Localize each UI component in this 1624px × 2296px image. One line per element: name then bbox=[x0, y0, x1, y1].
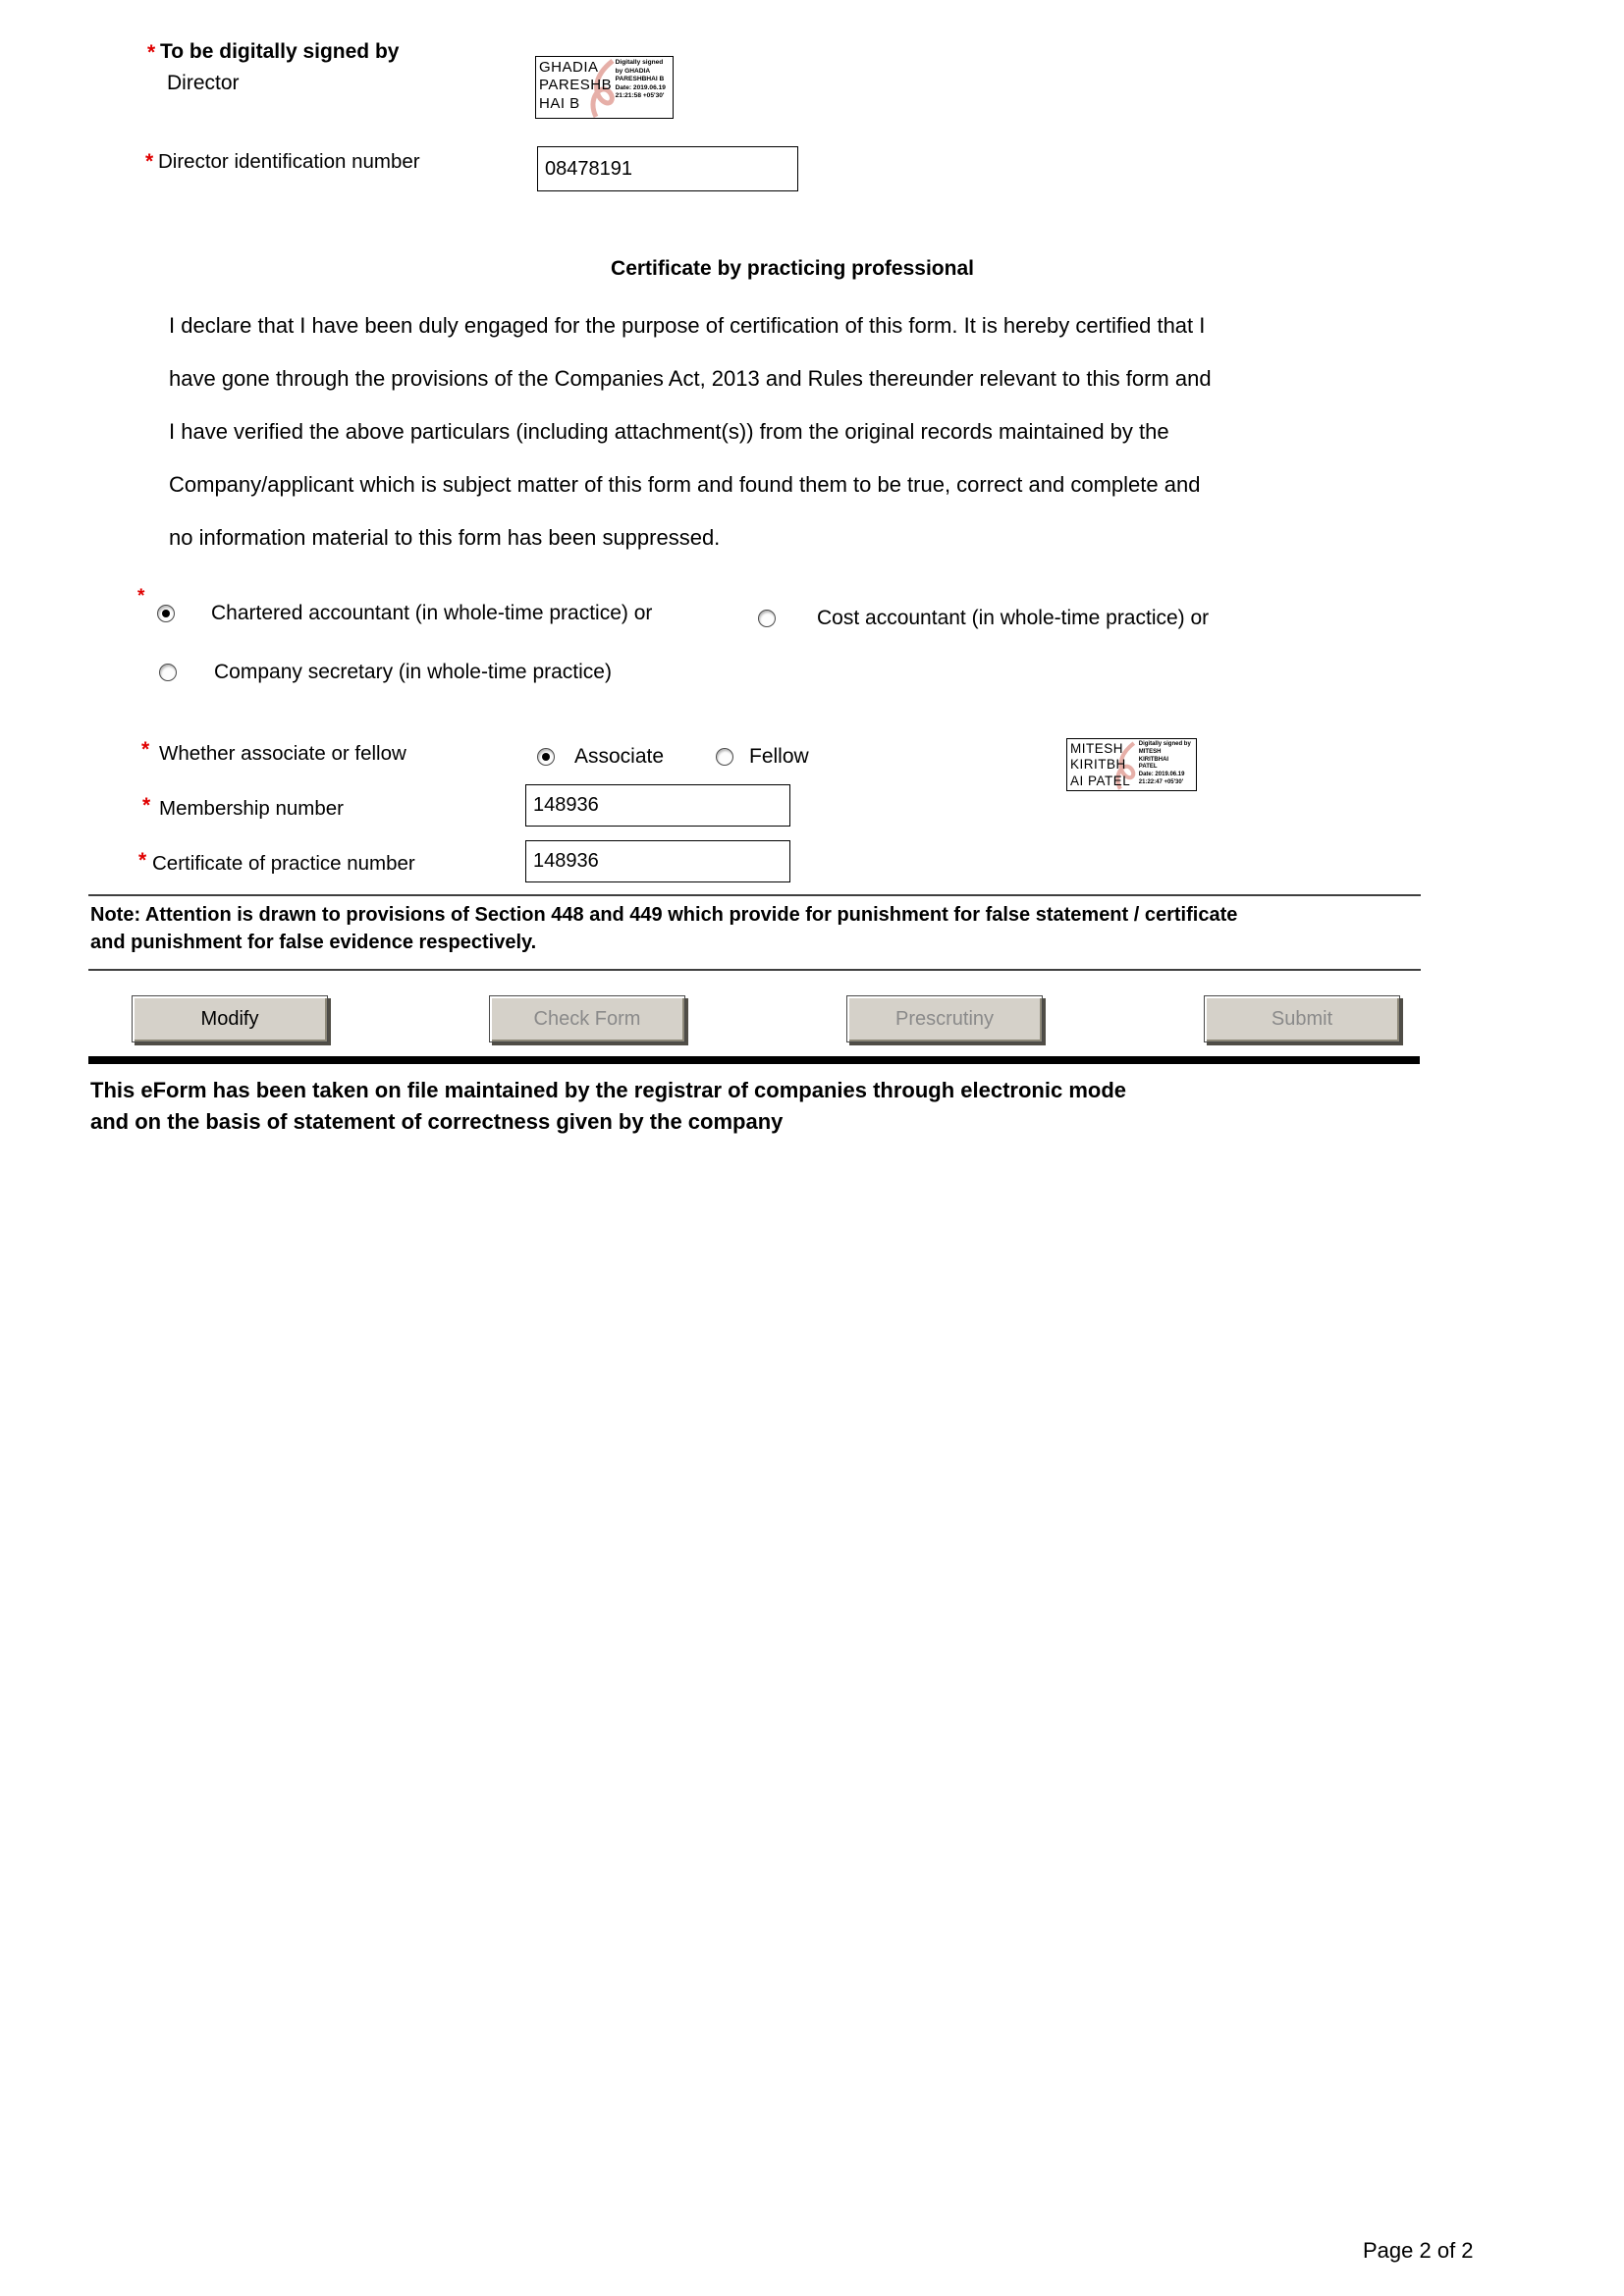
radio-fellow[interactable] bbox=[716, 748, 733, 766]
radio-cost-accountant[interactable] bbox=[758, 610, 776, 627]
radio-fellow-label: Fellow bbox=[749, 745, 809, 768]
separator-line bbox=[88, 969, 1421, 971]
director-signature-stamp[interactable] bbox=[535, 56, 674, 119]
associate-or-fellow-label: Whether associate or fellow bbox=[159, 742, 406, 765]
practice-number-label: Certificate of practice number bbox=[152, 852, 415, 875]
radio-company-secretary[interactable] bbox=[159, 664, 177, 681]
radio-associate-label: Associate bbox=[574, 745, 665, 768]
page-indicator: Page 2 of 2 bbox=[1363, 2238, 1474, 2263]
note-text-line1: Note: Attention is drawn to provisions of Section 448 and 449 which provide for punishment for false statement / certificate bbox=[90, 904, 1238, 926]
check-form-button[interactable]: Check Form bbox=[489, 995, 685, 1042]
radio-associate[interactable] bbox=[537, 748, 555, 766]
professional-signature-stamp[interactable] bbox=[1066, 738, 1197, 791]
signature-details: Digitally signed by MITESH KIRITBHAI PATEL Date: 2019.06.19 21:22:47 +05'30' bbox=[1138, 741, 1191, 785]
required-asterisk: * bbox=[137, 586, 145, 607]
required-asterisk: * bbox=[142, 794, 151, 817]
radio-chartered-accountant[interactable] bbox=[157, 605, 175, 622]
membership-number-label: Membership number bbox=[159, 797, 344, 820]
eform-footer-line1: This eForm has been taken on file maintained by the registrar of companies through electronic mode bbox=[90, 1078, 1126, 1102]
required-asterisk: * bbox=[147, 41, 156, 64]
signature-name: MITESH KIRITBH AI PATEL bbox=[1070, 741, 1131, 788]
practice-number-input[interactable] bbox=[525, 840, 790, 882]
membership-number-value: 148936 bbox=[533, 794, 599, 816]
signed-by-role-label: Director bbox=[167, 72, 240, 94]
din-value: 08478191 bbox=[545, 157, 632, 180]
signature-details: Digitally signed by GHADIA PARESHBHAI B Date: 2019.06.19 21:21:58 +05'30' bbox=[615, 59, 666, 100]
radio-company-secretary-label: Company secretary (in whole-time practice) bbox=[214, 661, 612, 683]
prescrutiny-button[interactable]: Prescrutiny bbox=[846, 995, 1043, 1042]
section-heading: Certificate by practicing professional bbox=[611, 257, 974, 280]
membership-number-input[interactable] bbox=[525, 784, 790, 827]
required-asterisk: * bbox=[145, 150, 154, 173]
eform-footer-line2: and on the basis of statement of correctness given by the company bbox=[90, 1109, 784, 1134]
required-asterisk: * bbox=[138, 849, 147, 872]
declaration-paragraph: I declare that I have been duly engaged for the purpose of certification of this form. It is hereby certified that I have gone through the provisions of the Companies Act, 2013 and Rules thereunder relevant to this form and I have verified the above particulars (including attachment(s)) from the original records maintained by the Company/applicant which is subject matter of this form and found them to be true, correct and complete and no information material to this form has been suppressed. bbox=[169, 313, 1212, 550]
submit-button[interactable]: Submit bbox=[1204, 995, 1400, 1042]
signature-name: GHADIA PARESHB HAI B bbox=[539, 59, 613, 112]
radio-chartered-accountant-label: Chartered accountant (in whole-time practice) or bbox=[211, 602, 653, 624]
modify-button[interactable]: Modify bbox=[132, 995, 328, 1042]
required-asterisk: * bbox=[141, 738, 150, 761]
thick-divider bbox=[88, 1056, 1420, 1064]
din-label: Director identification number bbox=[158, 150, 420, 173]
note-text-line2: and punishment for false evidence respectively. bbox=[90, 932, 537, 953]
signed-by-label: To be digitally signed by bbox=[160, 40, 400, 63]
practice-number-value: 148936 bbox=[533, 850, 599, 872]
radio-cost-accountant-label: Cost accountant (in whole-time practice) or bbox=[817, 607, 1210, 629]
separator-line bbox=[88, 894, 1421, 896]
din-input[interactable] bbox=[537, 146, 798, 191]
